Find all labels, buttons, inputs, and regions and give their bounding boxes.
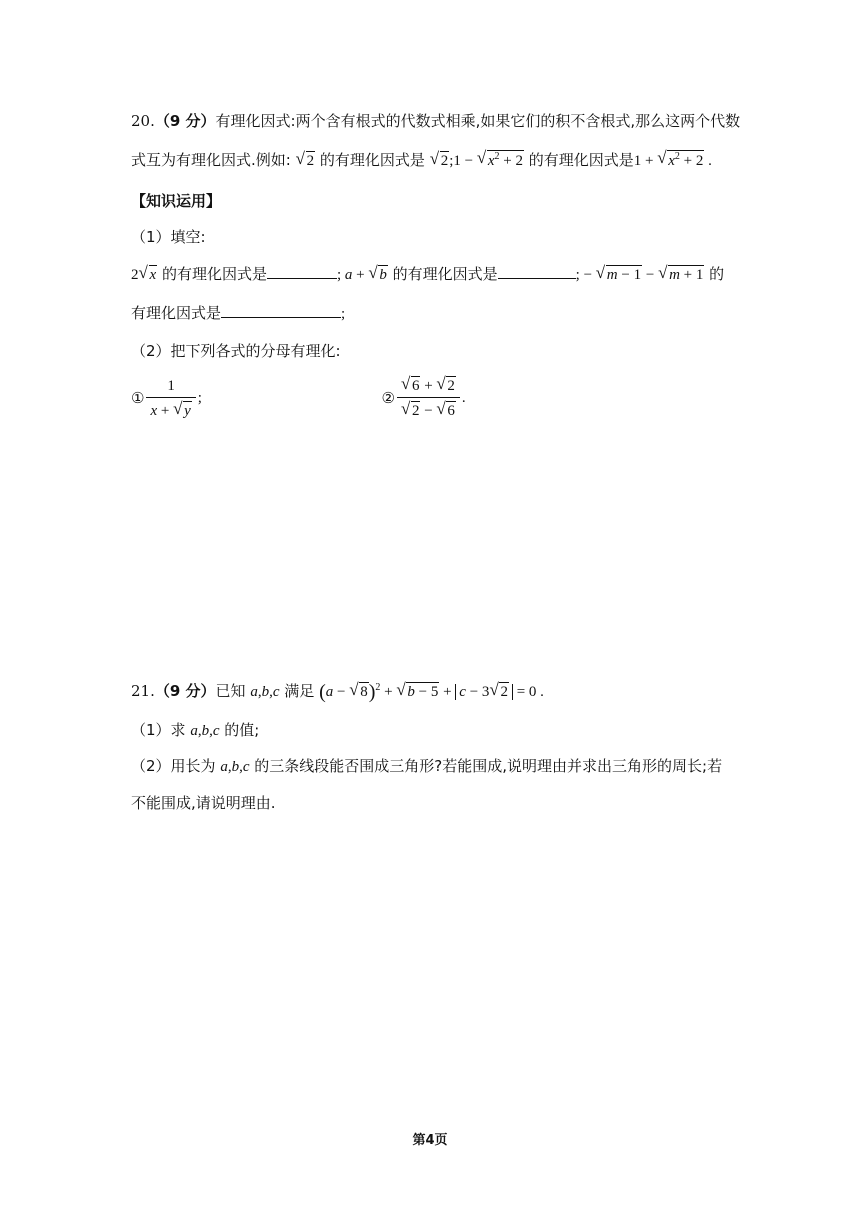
q20-part1-fill xyxy=(131,265,724,284)
q21-part2-text: （2）用长为 xyxy=(131,757,216,775)
q20-intro: 有理化因式:两个含有根式的代数式相乘,如果它们的积不含根式,那么这两个代数 xyxy=(215,112,741,130)
rational-factor-expr: 1 + √ $x^2 + 2$ . xyxy=(633,148,712,169)
fraction-1: 1 x + √ y xyxy=(146,377,195,420)
expr-sqrt-m: ; − √ m − 1 − √ m + 1 xyxy=(575,263,704,283)
vars-abc-3: a,b,c xyxy=(220,759,250,775)
item-2-marker: ② xyxy=(381,389,395,407)
q20-line2 xyxy=(131,150,712,170)
fraction-2: √ 6 + √ 2 √ 2 − √ 6 xyxy=(397,376,460,420)
expr-2sqrtx: 2 √ x xyxy=(131,263,157,283)
q20-one: ;1 xyxy=(449,153,461,169)
q21-intro: 已知 xyxy=(215,682,246,700)
page-number: 第4页 xyxy=(412,1133,448,1148)
answer-blank-1[interactable] xyxy=(267,278,337,279)
sqrt-x2-plus-2: √ $x^2 + 2$ xyxy=(476,148,523,169)
q20-example-text: 的有理化因式是 xyxy=(319,151,425,169)
semicolon-1: ; a + √ b xyxy=(336,263,387,283)
q21-line1 xyxy=(131,680,544,704)
q20-example-text-2: 的有理化因式是 xyxy=(528,151,634,169)
q20-part2: （2）把下列各式的分母有理化: xyxy=(131,342,341,360)
q20-part1: （1）填空: xyxy=(131,228,206,246)
minus-sign: − xyxy=(460,153,477,169)
section-title: 【知识运用】 xyxy=(131,192,222,210)
q21-number: 21. xyxy=(131,682,155,700)
vars-abc: a,b,c xyxy=(250,684,280,700)
sqrt-2-expr-b: √ 2 xyxy=(429,149,449,169)
q21-score: （9 分） xyxy=(154,682,216,700)
fill-text-2: 的有理化因式是 xyxy=(392,265,498,283)
sqrt-2-expr: √ 2 xyxy=(295,149,315,169)
item-1-marker: ① xyxy=(131,389,145,407)
q20-score: （9 分） xyxy=(154,112,216,130)
semicolon-3: ; xyxy=(341,306,346,322)
q21-equation: (a − √ 8)$^2$ + √ b − 5 + c − 3 √ 2 = 0 . xyxy=(319,680,544,703)
q20-part1-line2 xyxy=(131,304,345,323)
semicolon-item1: ; xyxy=(197,390,202,406)
q21-part2-line2: 不能围成,请说明理由. xyxy=(131,794,276,812)
q20-number: 20. xyxy=(131,112,155,130)
period-item2: . xyxy=(461,390,466,406)
fill-text-1: 的有理化因式是 xyxy=(161,265,267,283)
q21-part2-text-2: 的三条线段能否围成三角形?若能围成,说明理由并求出三角形的周长;若 xyxy=(254,757,723,775)
answer-blank-2[interactable] xyxy=(498,278,576,279)
q21-part2 xyxy=(131,757,722,776)
q21-satisfies: 满足 xyxy=(284,682,315,700)
q21-part1-text: （1）求 xyxy=(131,721,186,739)
fill-text-3: 的 xyxy=(709,265,725,283)
fill-text-4: 有理化因式是 xyxy=(131,304,222,322)
vars-abc-2: a,b,c xyxy=(190,723,220,739)
q21-part1 xyxy=(131,721,259,740)
answer-blank-3[interactable] xyxy=(221,317,341,318)
q20-line1 xyxy=(131,112,740,130)
q20-items xyxy=(131,376,466,420)
q21-part1-text-2: 的值; xyxy=(224,721,260,739)
q20-example-label: 式互为有理化因式.例如: xyxy=(131,151,291,169)
